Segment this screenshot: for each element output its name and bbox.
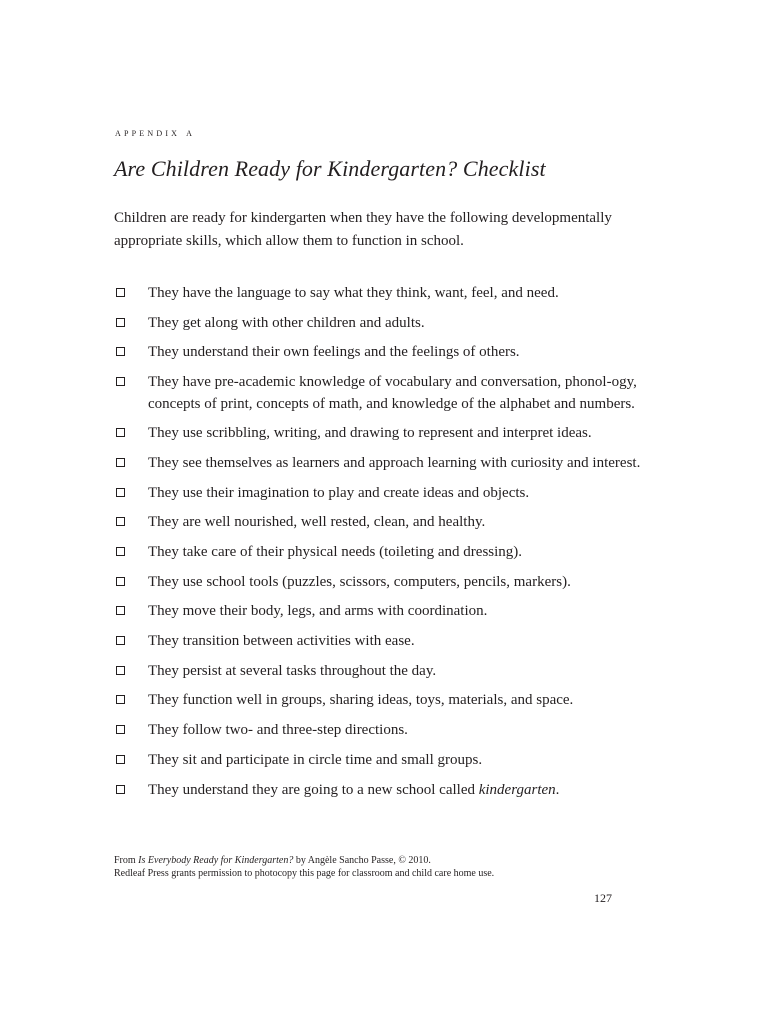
checklist-item: [114, 483, 659, 505]
checkbox-icon[interactable]: [116, 458, 125, 467]
checklist-item: [114, 661, 659, 683]
checklist-item-text: They function well in groups, sharing ideas, toys, materials, and space.: [148, 692, 574, 709]
checklist-item: [114, 542, 659, 564]
checkbox-icon[interactable]: [116, 347, 125, 356]
credit-permission: Redleaf Press grants permission to photocopy this page for classroom and child care home use.: [114, 868, 495, 879]
checkbox-icon[interactable]: [116, 547, 125, 556]
checklist-item: [114, 372, 659, 415]
checkbox-icon[interactable]: [116, 517, 125, 526]
checkbox-icon[interactable]: [116, 428, 125, 437]
intro-paragraph: Children are ready for kindergarten when they have the following developmentally appropriate skills, which allow them to function in school.: [114, 210, 612, 249]
checklist-item: [114, 720, 659, 742]
checklist-item-text: They have pre-academic knowledge of vocabulary and conversation, phonol-ogy, concepts of print, concepts of math, and knowledge of the alphabet and numbers.: [148, 374, 637, 412]
checklist-item-text: They sit and participate in circle time and small groups.: [148, 751, 483, 768]
checklist-item-text: They persist at several tasks throughout the day.: [148, 662, 437, 679]
checklist-item-suffix: .: [555, 781, 560, 798]
checklist-item-text: They are well nourished, well rested, clean, and healthy.: [148, 514, 486, 531]
checklist-item-text: They see themselves as learners and approach learning with curiosity and interest.: [148, 454, 641, 471]
checkbox-icon[interactable]: [116, 288, 125, 297]
checklist-item: [114, 750, 659, 772]
checkbox-icon[interactable]: [116, 488, 125, 497]
checkbox-icon[interactable]: [116, 318, 125, 327]
checklist-item-text: They understand they are going to a new school called: [148, 781, 479, 798]
checklist-item: [114, 780, 659, 802]
checkbox-icon[interactable]: [116, 377, 125, 386]
checklist-item-text: They take care of their physical needs (toileting and dressing).: [148, 544, 523, 560]
checkbox-icon[interactable]: [116, 577, 125, 586]
page-title: Are Children Ready for Kindergarten? Checklist: [114, 156, 546, 181]
checklist-item-text: They have the language to say what they think, want, feel, and need.: [148, 285, 559, 301]
checklist-item: [114, 601, 659, 623]
checkbox-icon[interactable]: [116, 755, 125, 764]
checklist-item-text: They move their body, legs, and arms with coordination.: [148, 603, 488, 620]
checklist-item: [114, 342, 659, 364]
page-number: 127: [594, 891, 612, 905]
checklist-item-text: They follow two- and three-step directions.: [148, 722, 408, 739]
checkbox-icon[interactable]: [116, 695, 125, 704]
checklist-item-text: They understand their own feelings and the feelings of others.: [148, 344, 520, 361]
checklist-item: [114, 631, 659, 653]
checkbox-icon[interactable]: [116, 606, 125, 615]
checklist-item-text: They get along with other children and adults.: [148, 314, 425, 331]
checklist-item: [114, 453, 659, 475]
checklist-item: [114, 313, 659, 335]
checkbox-icon[interactable]: [116, 725, 125, 734]
checkbox-icon[interactable]: [116, 636, 125, 645]
checkbox-icon[interactable]: [116, 785, 125, 794]
checklist-item-text: They use scribbling, writing, and drawing to represent and interpret ideas.: [148, 425, 592, 442]
credit-book-title: Is Everybody Ready for Kindergarten?: [138, 855, 294, 866]
checklist-item: [114, 572, 659, 594]
checklist-item: [114, 512, 659, 534]
appendix-label: appendix a: [115, 127, 196, 139]
credit-author-line: by Angèle Sancho Passe, © 2010.: [293, 855, 431, 866]
checklist-item-text: They transition between activities with ease.: [148, 633, 415, 650]
checklist-item: [114, 423, 659, 445]
checklist-item-text: They use school tools (puzzles, scissors, computers, pencils, markers).: [148, 573, 571, 590]
checkbox-icon[interactable]: [116, 666, 125, 675]
checklist-item: [114, 690, 659, 712]
checklist-item: [114, 283, 659, 305]
readiness-checklist: [114, 283, 659, 809]
checklist-item-emphasis: kindergarten: [478, 781, 556, 798]
checklist-item-text: They use their imagination to play and create ideas and objects.: [148, 484, 530, 501]
credit-from-label: From: [114, 855, 139, 866]
source-credit: [114, 854, 494, 880]
